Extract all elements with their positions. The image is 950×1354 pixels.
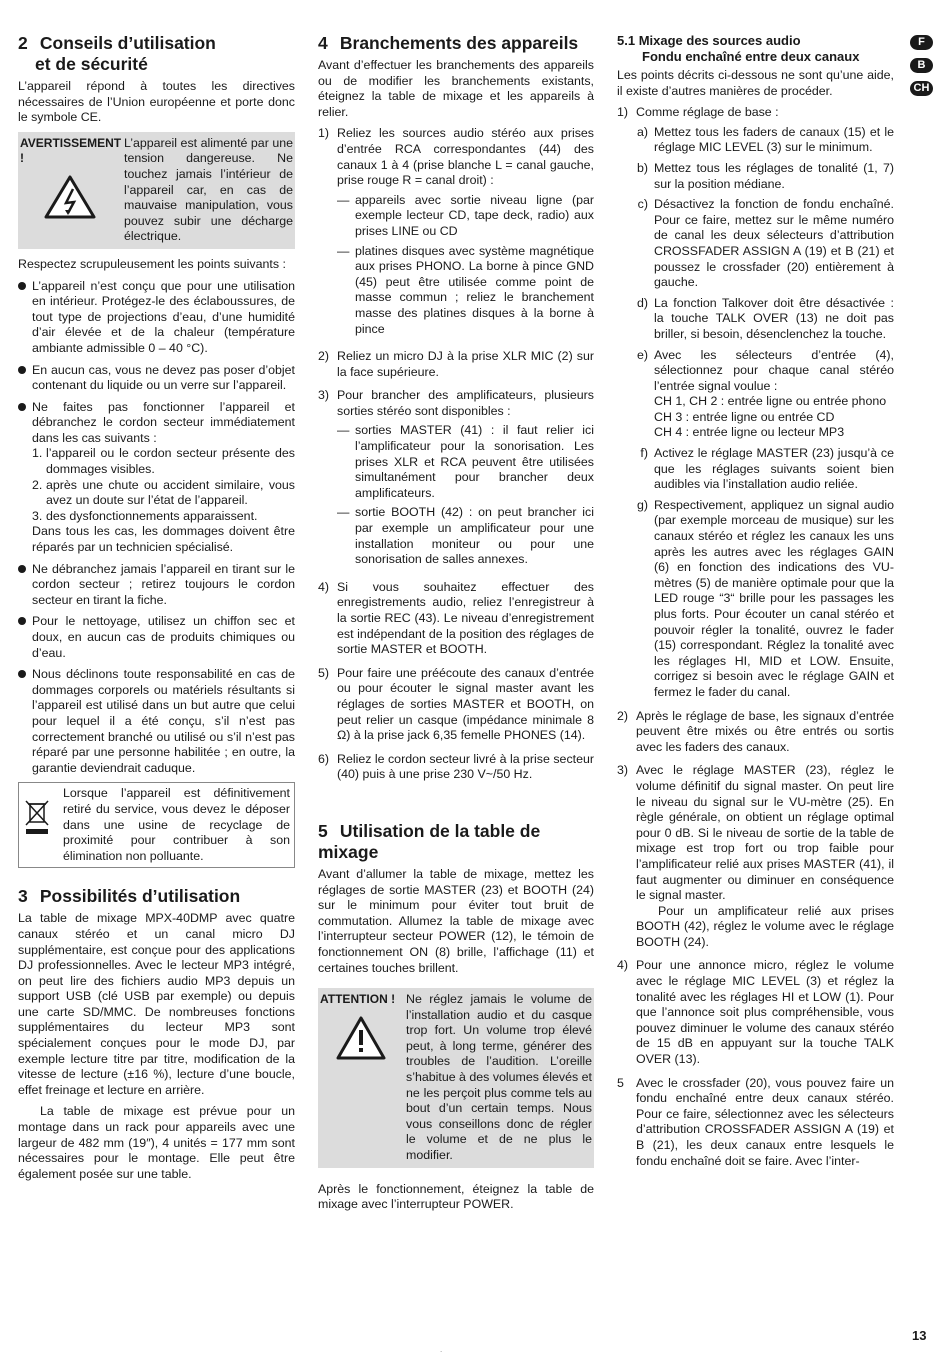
electric-hazard-icon [44, 175, 96, 219]
dash-item: — appareils avec sortie niveau ligne (par exemple lecteur CD, tape deck, radio) aux prises LINE ou CD [337, 192, 594, 238]
column-left [18, 33, 295, 1188]
attention-label: ATTENTION ! [320, 992, 396, 1007]
bullet-icon [18, 363, 32, 394]
lettered-item: a) Mettez tous les faders de canaux (15) et le réglage MIC LEVEL (3) sur le minimum. [636, 124, 894, 155]
item-text: Reliez les sources audio stéréo aux prises d’entrée RCA correspondantes (44) des canaux 1 à 4 (prise blanche L = canal gauche, prise rouge R = canal droit) : [337, 126, 594, 188]
numbered-item: 3) Avec le réglage MASTER (23), réglez le volume définitif du signal master. On peut lire le niveau du signal sur le VU-mètre (25). En règle générale, on obtient un réglage optimal pour 0 dB. Si le niveau de sortie de la table de mixage est trop fort ou trop faible pour l’amplificateur relié aux prises MASTER (41), il faut augmenter ou diminuer en conséquence le signal master. Pour un amplificateur relié aux prises BOOTH (42), réglez le volume avec le réglage BOOTH (24). [617, 763, 894, 949]
paragraph: Avant d’effectuer les branchements des appareils ou de modifier les branchements existants, éteignez la table de mixage et les appareils à relier. [318, 58, 594, 119]
section-title: Conseils d’utilisation [39, 33, 216, 53]
ce-mark: CE. [80, 110, 102, 125]
bullet-text: Ne faites pas fonctionner l’appareil et débranchez le cordon secteur immédiatement dans les cas suivants : [32, 399, 295, 445]
sub-item: 2. après une chute ou accident similaire, vous avez un doute sur l’état de l’appareil. [32, 477, 295, 508]
sub-item: 3. des dysfonctionnements apparaissent. [32, 508, 258, 523]
input-option-line: CH 1, CH 2 : entrée ligne ou entrée phono [654, 394, 887, 409]
paragraph: Après le fonctionnement, éteignez la table de mixage avec l’interrupteur POWER. [318, 1181, 594, 1212]
item-text: Pour brancher des amplificateurs, plusieurs sorties stéréo sont disponibles : [337, 388, 594, 418]
dash-item: — sortie BOOTH (42) : on peut brancher ici par exemple un amplificateur pour une installation moniteur ou pour une sonorisation de salles annexes. [337, 505, 594, 567]
column-middle [318, 33, 594, 1219]
section-title: Possibilités d’utilisation [39, 886, 241, 907]
item-text: Avec le réglage MASTER (23), réglez le volume définitif du signal master. On peut lire le niveau du signal sur le VU-mètre (25). En règle générale, on obtient un réglage optimal pour 0 dB. Si le niveau de sortie de la table de mixage est trop fort ou trop faible pour l’amplificateur relié aux prises MASTER (41), il faut augmenter ou diminuer en conséquence le signal master. [636, 763, 894, 903]
numbered-item: 1) Reliez les sources audio stéréo aux prises d’entrée RCA correspondantes (44) des canaux 1 à 4 (prise blanche L = canal gauche, prise rouge R = canal droit) : — appareils avec sortie niveau ligne (par exemple lecteur CD, tape deck, radio) aux prises LINE ou CD — platines disques avec système magnétique aux prises PHONO. La borne à pince GND (45) peut être utilisée comme point de masse commun ; reliez le branchement masse des platines disques à la borne à pince [318, 126, 594, 336]
numbered-item: 4) Si vous souhaitez effectuer des enregistrements audio, reliez l’enregistreur à la sortie REC (43). Le niveau d’enregistrement est indépendant de la position des réglages de sortie MASTER et BOOTH. [318, 579, 594, 657]
warning-text: L’appareil est alimenté par une tension dangereuse. Ne touchez jamais l’intérieur de l’appareil car, en cas de mauvaise manipulation, vous pouvez subir une décharge électrique. [124, 135, 293, 244]
section-5-heading [318, 821, 594, 863]
bullet-item: L’appareil n’est conçu que pour une utilisation en intérieur. Protégez-le des éclaboussures, de tout type de projections d’eau, d’une humidité d’air élevée et de la chaleur (température ambiante admissible 0 – 40 °C). [18, 279, 295, 357]
dash-item: — platines disques avec système magnétique aux prises PHONO. La borne à pince GND (45) peut être utilisée comme point de masse commun ; reliez le branchement masse des platines disques à la borne à pince [337, 243, 594, 336]
paragraph: Avant d’allumer la table de mixage, mettez les réglages de sortie MASTER (23) et BOOTH (24) sur le minimum pour éviter tout bruit de commutation. Allumez la table de mixage avec l’interrupteur secteur POWER (12), le témoin de fonctionnement ON (8) brille, l’affichage (11) et certaines touches brillent. [318, 866, 594, 975]
attention-box [318, 988, 594, 1168]
lettered-item: e) Avec les sélecteurs d’entrée (4), sélectionnez pour chaque canal stéréo l’entrée signal voulue : CH 1, CH 2 : entrée ligne ou entrée phono CH 3 : entrée ligne ou entrée CD CH 4 : entrée ligne ou lecteur MP3 [636, 347, 894, 440]
bullet-icon [18, 400, 32, 556]
paragraph: La table de mixage MPX-40DMP avec quatre canaux stéréo et un canal micro DJ supplémentaire, est conçue pour des applications DJ professionnelles. Avec le lecteur MP3 intégré, on peut lire des fichiers audio MP3 depuis un support USB (clé USB par exemple) ou depuis une carte SD/MMC. De nombreuses fonctions supplémentaires du lecteur MP3 sont spécialement conçues pour le mode DJ, par exemple lecture titre par titre, modification de la vitesse de lecture (±16 %), lecture d’une boucle, effet freinage et lecture en arrière. [18, 911, 295, 1097]
bullet-item: Nous déclinons toute responsabilité en cas de dommages corporels ou matériels résultants si l’appareil est utilisé dans un but autre que celui pour lequel il a été conçu, s’il n’est pas correctement branché ou utilisé ou s’il n’est pas réparé par une personne habilitée ; en outre, la garantie deviendrait caduque. [18, 667, 295, 776]
lettered-item: g) Respectivement, appliquez un signal audio (par exemple morceau de musique) sur les canaux stéréo et réglez les canaux les uns après les autres avec les réglages GAIN (6) en fonction des indications des VU-mètres (5) de manière optimale pour que la LED rouge “3“ brille pour les passages les plus forts. Pour écouter un canal stéréo et pouvoir régler la tonalité, ouvrez le fader (15) correspondant. Réglez la tonalité avec les réglages HI, MID et LOW. Ensuite, corrigez si besoin avec le réglage GAIN et fermez le fader du canal. [636, 497, 894, 699]
bullet-item: Pour le nettoyage, utilisez un chiffon sec et doux, en aucun cas de produits chimiques ou d’eau. [18, 614, 295, 661]
dash-item: — sorties MASTER (41) : il faut relier ici l’amplificateur pour la sonorisation. Les prises XLR et RCA peuvent être utilisées simultanément pour brancher deux amplificateurs. [337, 423, 594, 500]
section-title: Branchements des appareils [339, 33, 579, 53]
section-number: 2 [18, 33, 28, 53]
intro-paragraph [18, 79, 295, 126]
disposal-notice [18, 782, 295, 868]
bullet-icon [18, 562, 32, 609]
section-number: 3 [18, 886, 28, 907]
numbered-item: 4) Pour une annonce micro, réglez le volume avec le réglage MIC LEVEL (3) et réglez la tonalité avec les réglages HI et LOW (1). Pour que l’annonce soit plus compréhensible, vous pouvez diminuer le volume des canaux stéréo de 15 dB en appuyant sur la touche TALK OVER (13). [617, 958, 894, 1067]
section-number: 4 [318, 33, 328, 53]
footer-mark: . [440, 1345, 443, 1354]
section-title: Utilisation de la table de mixage [318, 820, 541, 862]
input-option-line: CH 3 : entrée ligne ou entrée CD [654, 409, 835, 424]
numbered-item: 5 Avec le crossfader (20), vous pouvez faire un fondu enchaîné entre deux canaux stéréo. Pour ce faire, sélectionnez avec les sélecteurs d’attribution CROSSFADER ASSIGN A (19) et B (21), les deux canaux entre lesquels le fondu enchaîné doit se faire. Avec l’inter- [617, 1075, 894, 1168]
language-badge-b: B [910, 58, 933, 73]
lettered-item: c) Désactivez la fonction de fondu enchaîné. Pour ce faire, mettez sur le même numéro de canal les deux sélecteurs d’attribution CROSSFADER ASSIGN A (19) et B (21) et poussez le crossfader (20) entièrement à gauche. [637, 197, 894, 290]
bullet-item: Ne débranchez jamais l’appareil en tirant sur le cordon secteur ; retirez toujours le cordon secteur en tirant la fiche. [18, 562, 295, 609]
section-subtitle: Fondu enchaîné entre deux canaux [642, 49, 860, 64]
numbered-item: 5) Pour faire une préécoute des canaux d’entrée ou pour écouter le signal master avant les réglages de sorties MASTER et BOOTH, on peut relier un casque (impédance minimale 8 Ω) à la prise jack 6,35 femelle PHONES (14). [318, 665, 594, 743]
section-number: 5 [318, 820, 328, 841]
bullet-item: En aucun cas, vous ne devez pas poser d’objet contenant du liquide ou un verre sur l’appareil. [18, 363, 295, 394]
section-number: 5.1 [617, 33, 636, 48]
input-option-line: CH 4 : entrée ligne ou lecteur MP3 [654, 425, 845, 440]
numbered-item: 1) Comme réglage de base : [617, 105, 779, 120]
bullet-icon [18, 279, 32, 357]
lettered-item: b) Mettez tous les réglages de tonalité (1, 7) sur la position médiane. [636, 160, 894, 191]
section-title-cont: et de sécurité [35, 54, 148, 74]
section-4-heading [318, 33, 594, 54]
attention-text: Ne réglez jamais le volume de l’installation audio et du casque trop fort. Un volume trop élevé peut, à long terme, générer des troubles de l’audition. L’oreille s’habitue à des volumes élevés et ne les perçoit plus comme tels au bout d’un certain temps. Nous vous conseillons donc de régler le volume et de ne plus le modifier. [406, 992, 592, 1163]
lettered-item: d) La fonction Talkover doit être désactivée : la touche TALK OVER (13) ne doit pas briller, si besoin, désenclenchez la touche. [636, 295, 894, 341]
language-badge-ch: CH [910, 81, 933, 96]
section-3-heading [18, 886, 295, 907]
warning-label: AVERTISSEMENT ! [20, 135, 122, 166]
section-2-heading [18, 33, 295, 75]
numbered-item: 2) Reliez un micro DJ à la prise XLR MIC (2) sur la face supérieure. [318, 349, 594, 379]
warning-box [18, 132, 295, 249]
bullet-icon [18, 614, 32, 661]
numbered-item: 2) Après le réglage de base, les signaux d’entrée peuvent être mixés ou être entrés ou sortis avec les faders des canaux. [617, 708, 894, 754]
warning-triangle-icon [336, 1016, 386, 1060]
paragraph: Les points décrits ci-dessous ne sont qu’une aide, il existe d’autres manières de procéder. [617, 68, 894, 98]
section-title: Mixage des sources audio [638, 33, 801, 48]
item-text-cont: Pour un amplificateur relié aux prises BOOTH (42), réglez le volume avec le réglage BOOTH (24). [636, 903, 894, 949]
bullet-icon [18, 667, 32, 776]
numbered-item: 3) Pour brancher des amplificateurs, plusieurs sorties stéréo sont disponibles : — sorties MASTER (41) : il faut relier ici l’amplificateur pour la sonorisation. Les prises XLR et RCA peuvent être utilisées simultanément pour brancher deux amplificateurs. — sortie BOOTH (42) : on peut brancher ici par exemple un amplificateur pour une installation moniteur ou pour une sonorisation de salles annexes. [318, 388, 594, 567]
page-number: 13 [912, 1328, 927, 1343]
lettered-item: f) Activez le réglage MASTER (23) jusqu’à ce que les réglages suivants soient bien audibles via l’installation audio reliée. [640, 446, 894, 492]
respect-line: Respectez scrupuleusement les points suivants : [18, 256, 286, 271]
language-badge-f: F [910, 35, 933, 50]
column-right [617, 33, 894, 1177]
section-5-1-heading [617, 33, 894, 65]
numbered-item: 6) Reliez le cordon secteur livré à la prise secteur (40) puis à une prise 230 V~/50 Hz. [318, 751, 594, 782]
bullet-tail: Dans tous les cas, les dommages doivent être réparés par un technicien spécialisé. [32, 524, 295, 555]
bullet-item [18, 400, 295, 556]
warning-label-block [20, 136, 124, 245]
paragraph: La table de mixage est prévue pour un montage dans un rack pour appareils avec une largeur de 482 mm (19″), 4 unités = 177 mm sont nécessaires pour le montage. Elle peut être également posée sur une table. [18, 1104, 295, 1181]
crossed-bin-icon [23, 798, 51, 838]
sub-item: 1. l’appareil ou le cordon secteur présente des dommages visibles. [32, 446, 295, 477]
item-text: Avec les sélecteurs d’entrée (4), sélectionnez pour chaque canal stéréo l’entrée signal voulue : [654, 347, 894, 393]
intro-text: L’appareil répond à toutes les directives nécessaires de l’Union européenne et porte donc le symbole [18, 79, 295, 125]
disposal-text: Lorsque l’appareil est définitivement retiré du service, vous devez le déposer dans une usine de recyclage de proximité pour contribuer à son élimination non polluante. [63, 786, 290, 863]
